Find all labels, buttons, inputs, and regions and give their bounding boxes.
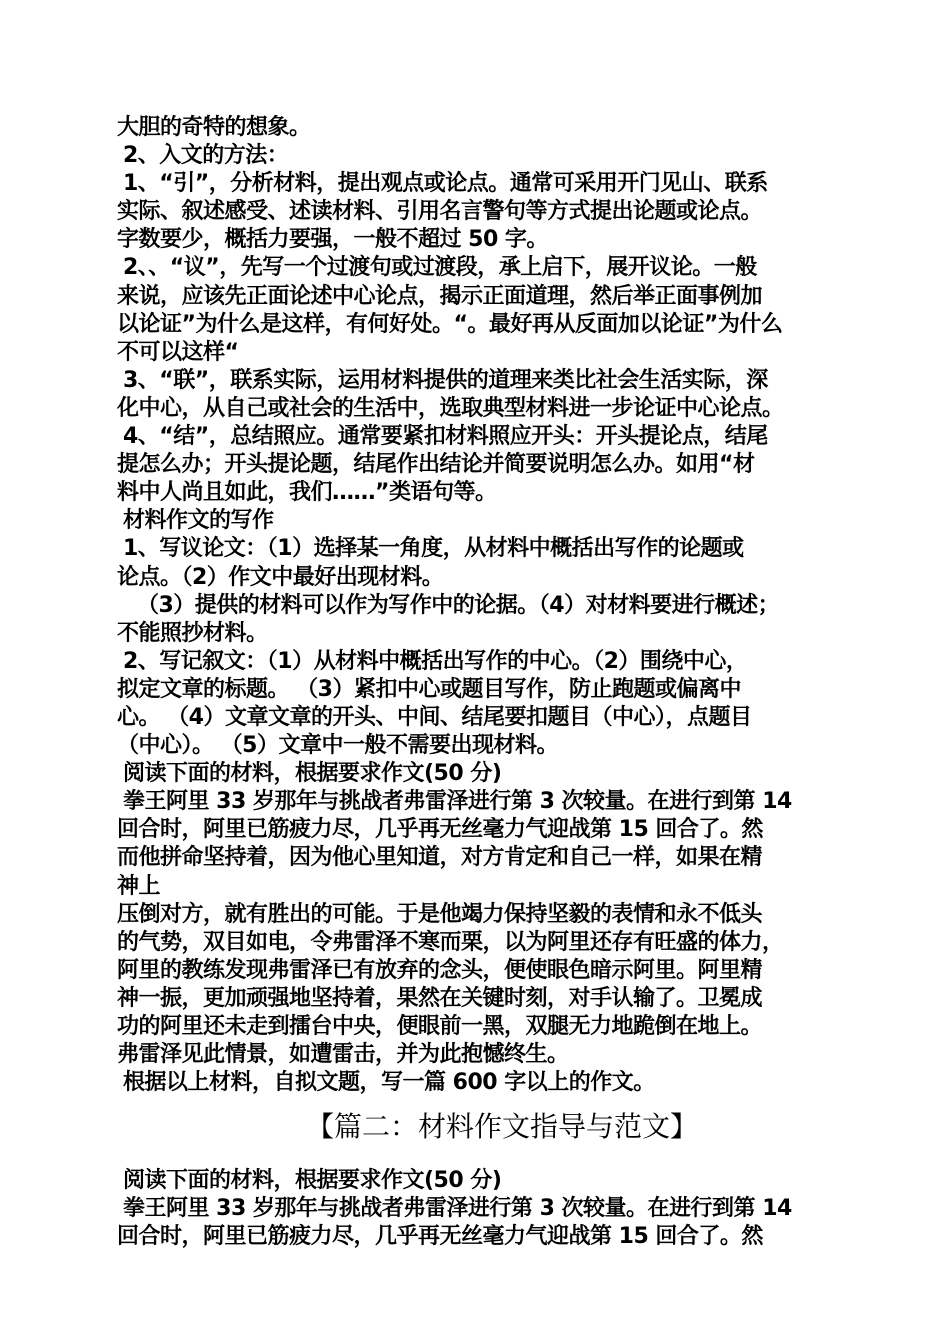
subheading: 材料作文的写作 (123, 508, 274, 534)
text-line: 来说，应该先正面论述中心论点，揭示正面道理，然后举正面事例加 (117, 283, 763, 309)
text-line: 大胆的奇特的想象。 (117, 115, 311, 140)
text-line: 3、“联”，联系实际，运用材料提供的道理来类比社会生活实际，深 (123, 367, 768, 393)
text-line: 2、写记叙文：（1）从材料中概括出写作的中心。（2）围绕中心， (123, 648, 748, 674)
text-line: 回合时，阿里已筋疲力尽，几乎再无丝毫力气迎战第 15 回合了。然 (117, 1224, 763, 1250)
text-line: 拳王阿里 33 岁那年与挑战者弗雷泽进行第 3 次较量。在进行到第 14 (123, 789, 792, 815)
text-line: 提怎么办；开头提论题，结尾作出结论并简要说明怎么办。如用“材 (117, 452, 755, 478)
text-line: 2、、“议”，先写一个过渡句或过渡段，承上启下，展开议论。一般 (123, 255, 757, 281)
spacer (117, 1147, 837, 1167)
text-line: 以论证”为什么是这样，有何好处。“。最好再从反面加以论证”为什么 (117, 311, 783, 337)
text-line: 拳王阿里 33 岁那年与挑战者弗雷泽进行第 3 次较量。在进行到第 14 (123, 1196, 792, 1222)
text-line: 根据以上材料，自拟文题，写一篇 600 字以上的作文。 (123, 1070, 655, 1096)
text-line: 的气势，双目如电，令弗雷泽不寒而栗，以为阿里还存有旺盛的体力， (117, 929, 784, 955)
document-page (117, 114, 837, 1252)
text-line: 字数要少，概括力要强，一般不超过 50 字。 (117, 227, 548, 253)
text-line: 1、写议论文：（1）选择某一角度，从材料中概括出写作的论题或 (123, 536, 744, 562)
text-line: 神一振，更加顽强地坚持着，果然在关键时刻，对手认输了。卫冕成 (117, 985, 763, 1011)
text-line: 化中心，从自己或社会的生活中，选取典型材料进一步论证中心论点。 (117, 395, 784, 421)
text-line: 1、“引”，分析材料，提出观点或论点。通常可采用开门见山、联系 (123, 171, 768, 197)
text-line: 不能照抄材料。 (117, 620, 268, 646)
text-line: （中心）。 （5）文章中一般不需要出现材料。 (117, 733, 558, 759)
text-line: 不可以这样“ (117, 339, 239, 365)
text-line: 而他拼命坚持着，因为他心里知道，对方肯定和自己一样，如果在精 (117, 845, 763, 871)
text-line: 2、入文的方法： (123, 143, 289, 169)
text-line: 心。 （4）文章文章的开头、中间、结尾要扣题目（中心），点题目 (117, 704, 752, 730)
text-line: 弗雷泽见此情景，如遭雷击，并为此抱憾终生。 (117, 1042, 569, 1068)
text-line: 4、“结”，总结照应。通常要紧扣材料照应开头：开头提论点，结尾 (123, 424, 768, 450)
text-line: 阅读下面的材料，根据要求作文(50 分) (123, 1168, 502, 1194)
text-line: 实际、叙述感受、述读材料、引用名言警句等方式提出论题或论点。 (117, 199, 763, 225)
text-line: 拟定文章的标题。 （3）紧扣中心或题目写作，防止跑题或偏离中 (117, 676, 741, 702)
text-line: 阅读下面的材料，根据要求作文(50 分) (123, 761, 502, 787)
body-text-part2 (117, 1167, 837, 1251)
text-line: 压倒对方，就有胜出的可能。于是他竭力保持坚毅的表情和永不低头 (117, 901, 763, 927)
text-line: 回合时，阿里已筋疲力尽，几乎再无丝毫力气迎战第 15 回合了。然 (117, 817, 763, 843)
text-line: 功的阿里还未走到擂台中央，便眼前一黑，双腿无力地跪倒在地上。 (117, 1014, 763, 1039)
text-line: 神上 (117, 873, 161, 899)
text-line: 论点。（2）作文中最好出现材料。 (117, 564, 444, 590)
text-line: 阿里的教练发现弗雷泽已有放弃的念头，便使眼色暗示阿里。阿里精 (117, 957, 763, 983)
text-line: （3）提供的材料可以作为写作中的论据。（4）对材料要进行概述； (137, 592, 780, 618)
text-line: 料中人尚且如此，我们……”类语句等。 (117, 480, 497, 506)
body-text-part1 (117, 114, 837, 1097)
section-heading: 【篇二：材料作文指导与范文】 (305, 1110, 698, 1144)
